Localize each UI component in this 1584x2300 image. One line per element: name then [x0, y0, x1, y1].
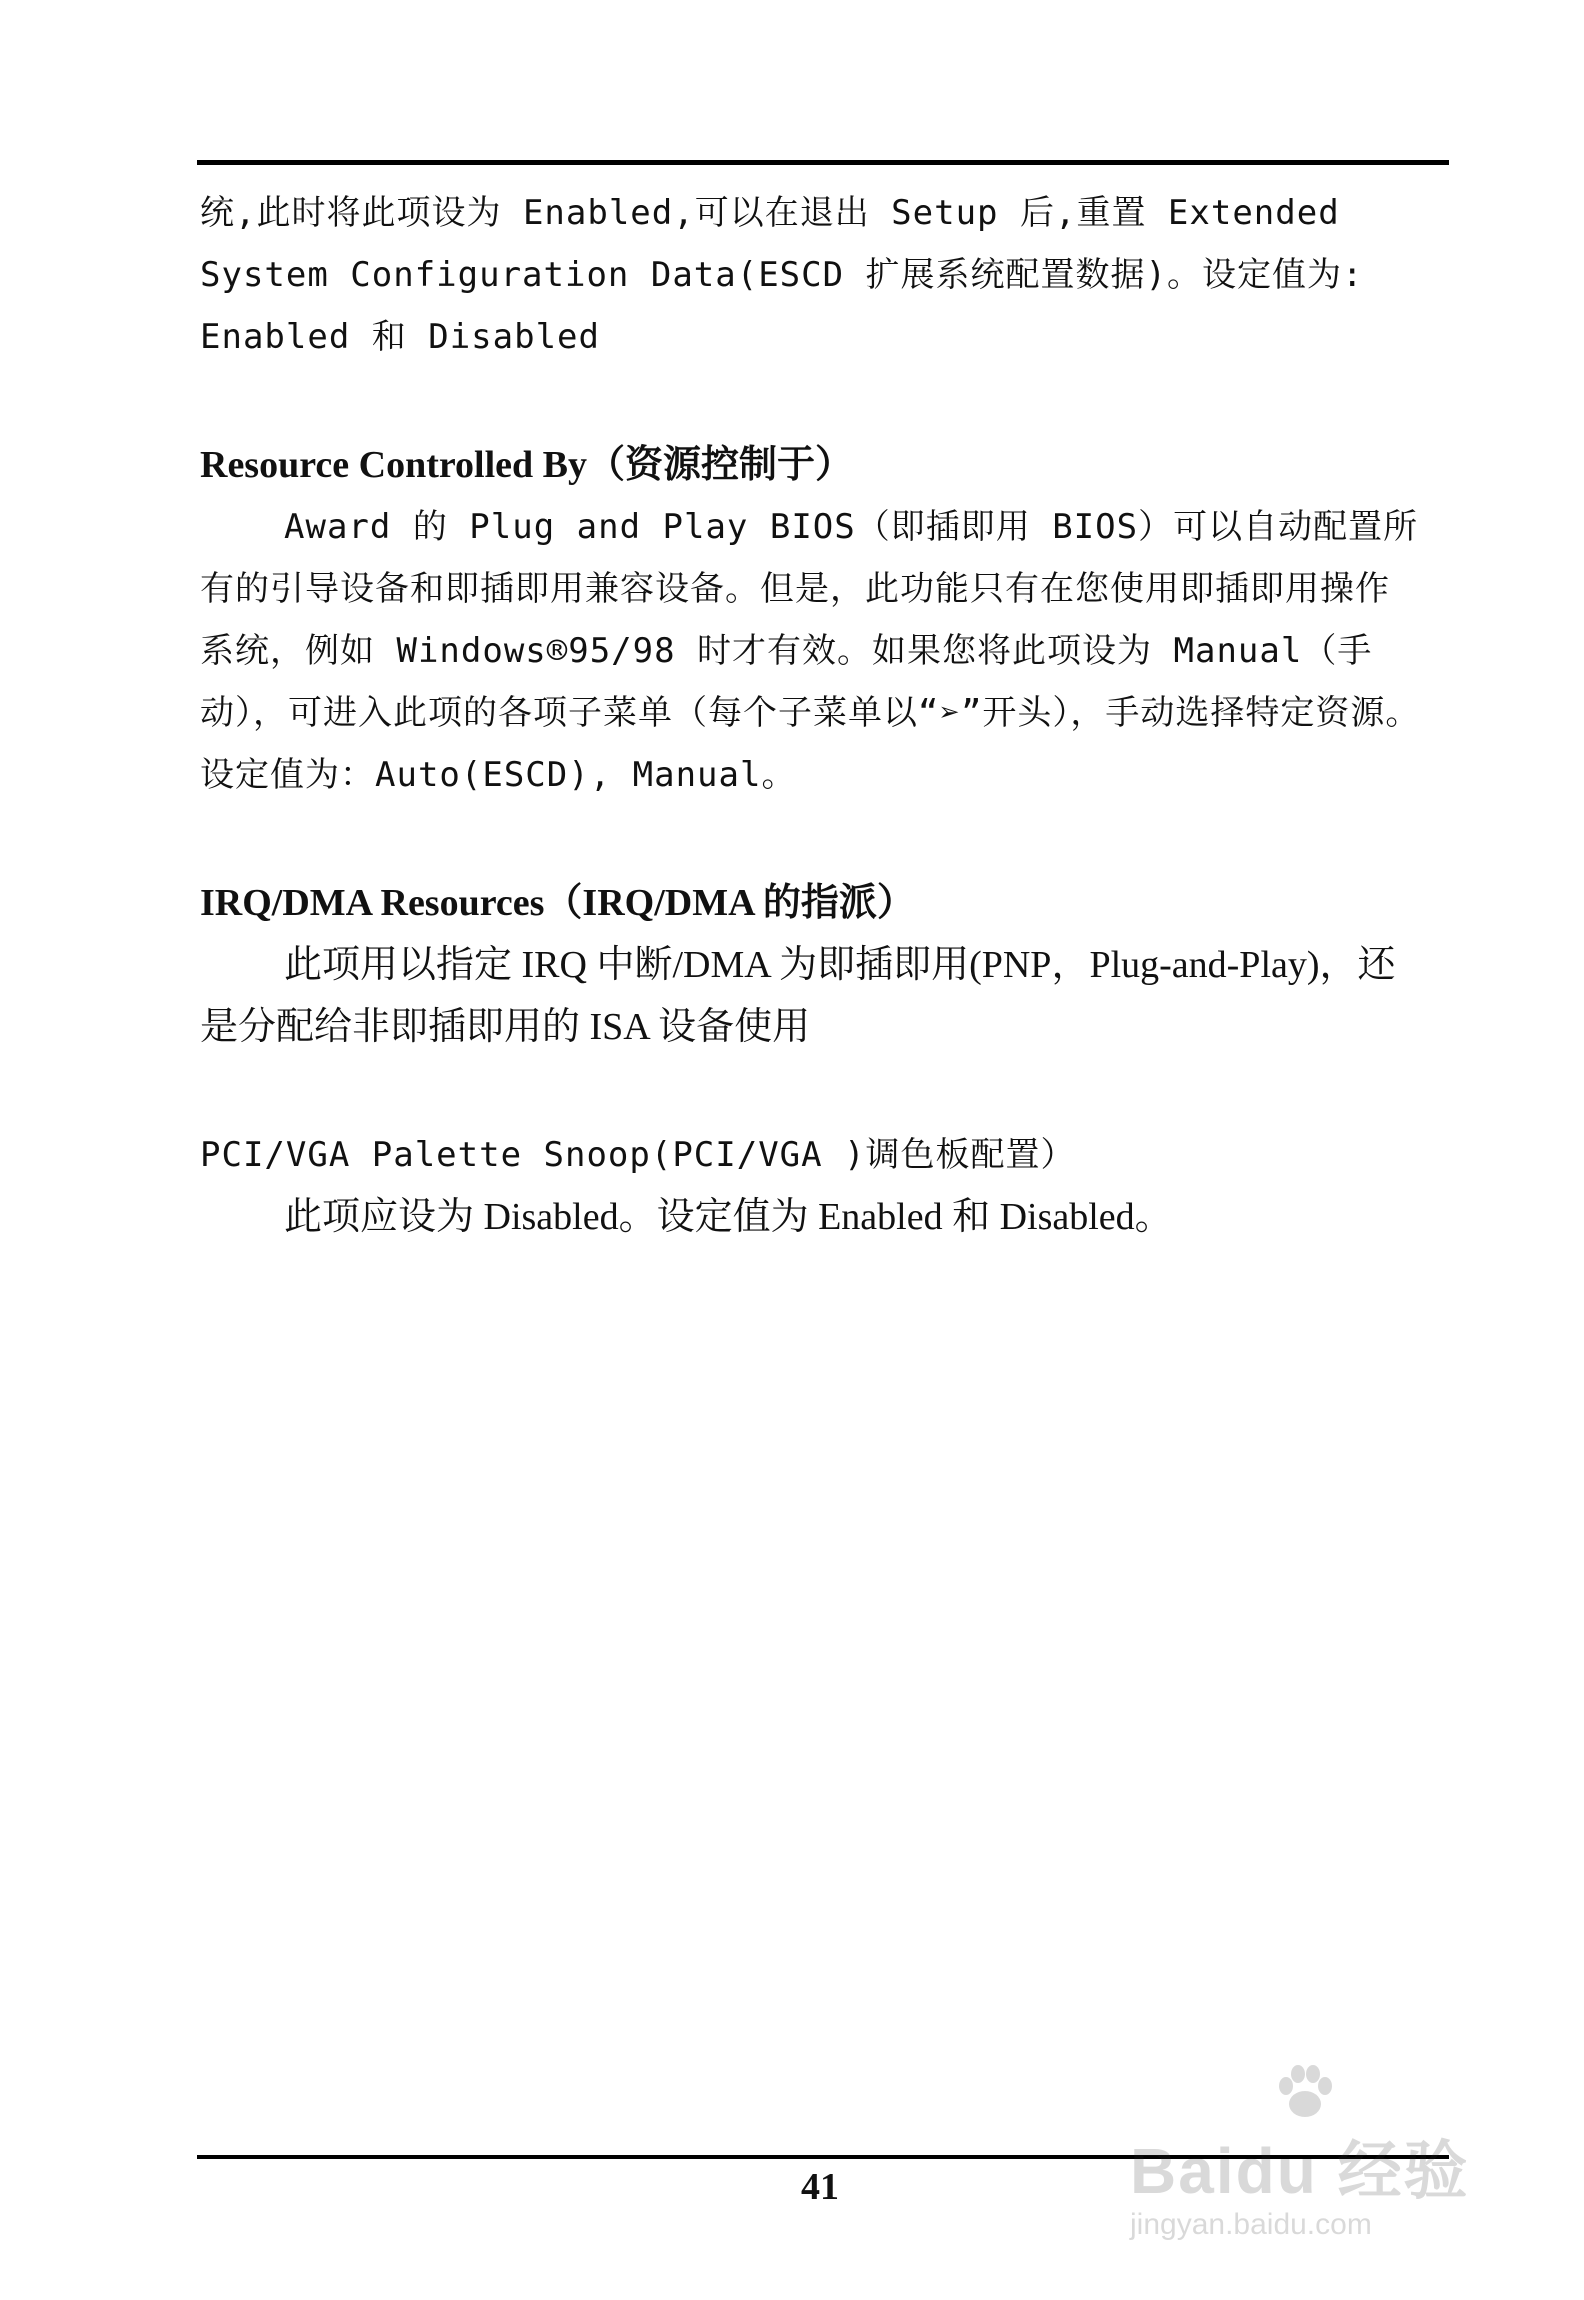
page-content — [200, 182, 1422, 1248]
paw-icon — [1270, 2058, 1340, 2128]
section-resource-controlled-by — [200, 434, 1422, 806]
section-heading: PCI/VGA Palette Snoop(PCI/VGA )调色板配置） — [200, 1135, 1076, 1175]
watermark-url: jingyan.baidu.com — [1130, 2208, 1372, 2241]
section-irq-dma-resources — [200, 872, 1422, 1058]
section-body: Award 的 Plug and Play BIOS（即插即用 BIOS）可以自动配置所有的引导设备和即插即用兼容设备。但是，此功能只有在您使用即插即用操作系统，例如 Windows®95/98 时才有效。如果您将此项设为 Manual（手动），可进入此项的各项子菜单（每个子菜单以“➢”开头），手动选择特定资源。设定值为：Auto(ESCD), Manual。 — [200, 507, 1421, 795]
header-rule — [197, 160, 1449, 165]
section-heading: Resource Controlled By（资源控制于） — [200, 444, 854, 486]
intro-line-3: Enabled 和 Disabled — [200, 317, 600, 357]
section-body: 此项用以指定 IRQ 中断/DMA 为即插即用(PNP，Plug-and-Play)，还是分配给非即插即用的 ISA 设备使用 — [200, 944, 1396, 1048]
section-body: 此项应设为 Disabled。设定值为 Enabled 和 Disabled。 — [284, 1196, 1173, 1238]
section-heading: IRQ/DMA Resources（IRQ/DMA 的指派） — [200, 882, 915, 924]
intro-paragraph — [200, 182, 1422, 368]
section-pci-vga-palette-snoop — [200, 1124, 1422, 1248]
baidu-watermark — [1130, 2058, 1490, 2258]
intro-line-2: System Configuration Data(ESCD 扩展系统配置数据)。设定值为: — [200, 255, 1364, 295]
watermark-brand: Baidu 经验 — [1130, 2135, 1470, 2207]
page-number: 41 — [801, 2166, 839, 2208]
intro-line-1: 统,此时将此项设为 Enabled,可以在退出 Setup 后,重置 Extended — [200, 193, 1340, 233]
